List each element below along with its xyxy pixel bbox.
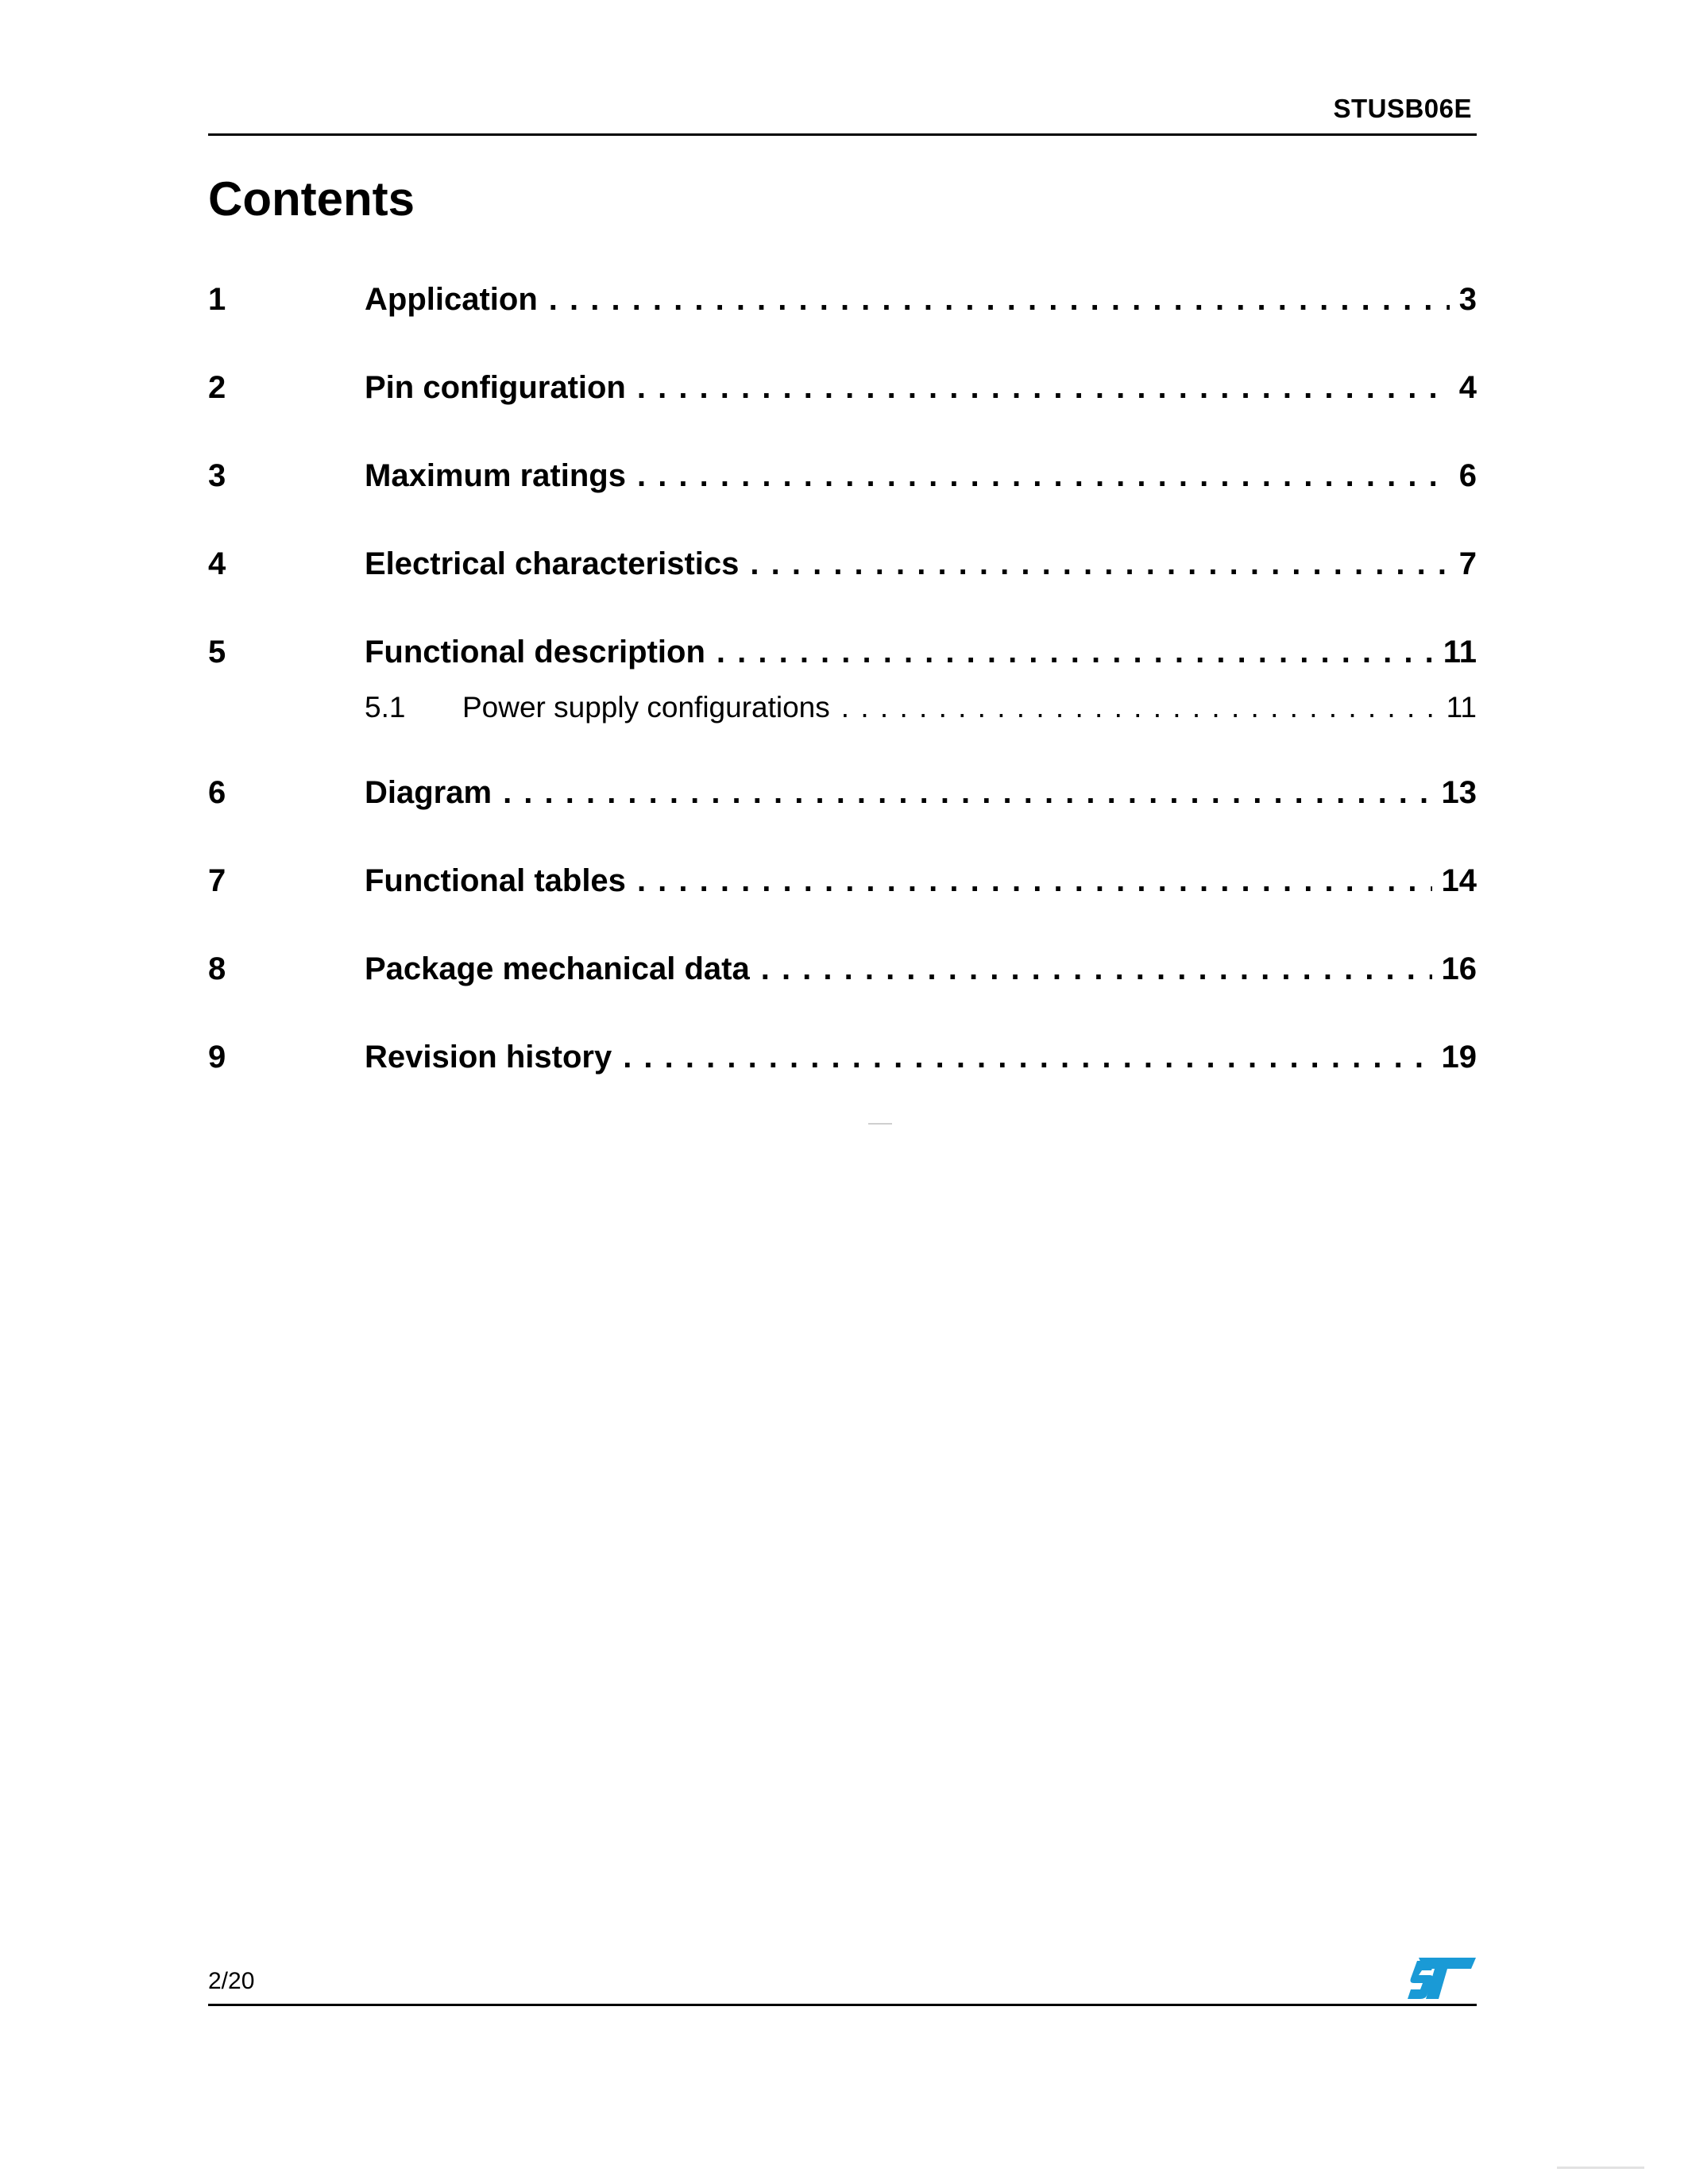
toc-dot-leader: [761, 951, 1432, 987]
toc-dot-leader: [717, 635, 1434, 670]
toc-entry-number: 1: [208, 282, 226, 317]
toc-entry-maximum-ratings[interactable]: [208, 458, 1477, 494]
toc-entry-title: Functional tables: [365, 863, 626, 898]
toc-entry-title: Power supply configurations: [462, 691, 830, 723]
toc-entry-application[interactable]: [208, 282, 1477, 318]
toc-entry-page: 13: [1441, 775, 1477, 810]
toc-entry-title: Electrical characteristics: [365, 546, 740, 581]
toc-entry-number: 2: [208, 370, 226, 405]
toc-entry-page: 6: [1458, 458, 1477, 493]
toc-entry-page: 16: [1441, 951, 1477, 986]
toc-entry-title: Pin configuration: [365, 370, 626, 405]
toc-dot-leader: [623, 1040, 1431, 1075]
toc-dot-leader: [637, 458, 1450, 494]
toc-entry-title: Diagram: [365, 775, 492, 810]
toc-dot-leader: [841, 691, 1437, 724]
toc-entry-title: Package mechanical data: [365, 951, 750, 986]
toc-entry-page: 7: [1458, 546, 1477, 581]
toc-dot-leader: [750, 546, 1449, 582]
toc-entry-electrical-characteristics[interactable]: [208, 546, 1477, 582]
scan-artifact-footnote: [1557, 2167, 1644, 2169]
document-title: STUSB06E: [1333, 94, 1472, 123]
toc-entry-page: 11: [1443, 635, 1477, 669]
scan-artifact-mark: [868, 1123, 892, 1125]
toc-entry-page: 11: [1446, 691, 1477, 723]
toc-entry-title: Functional description: [365, 635, 705, 669]
toc-dot-leader: [549, 282, 1450, 318]
toc-entry-number: 3: [208, 458, 226, 493]
contents-heading: Contents: [208, 172, 415, 226]
toc-entry-page: 4: [1458, 370, 1477, 405]
toc-entry-number: 5.1: [365, 691, 406, 723]
toc-entry-title: Maximum ratings: [365, 458, 626, 493]
toc-entry-page: 14: [1441, 863, 1477, 898]
toc-entry-pin-configuration[interactable]: [208, 370, 1477, 406]
toc-entry-number: 8: [208, 951, 226, 986]
toc-entry-number: 9: [208, 1040, 226, 1075]
toc-dot-leader: [503, 775, 1431, 811]
toc-entry-revision-history[interactable]: [208, 1040, 1477, 1075]
toc-entry-page: 19: [1441, 1040, 1477, 1075]
toc-dot-leader: [637, 863, 1432, 899]
toc-entry-title: Application: [365, 282, 538, 317]
toc-entry-package-mechanical-data[interactable]: [208, 951, 1477, 987]
toc-entry-page: 3: [1458, 282, 1477, 317]
toc-entry-power-supply-configurations[interactable]: [208, 691, 1477, 724]
st-logo-icon: [1408, 1956, 1476, 2001]
toc-entry-number: 6: [208, 775, 226, 810]
header-rule: [208, 133, 1477, 136]
toc-dot-leader: [637, 370, 1450, 406]
toc-entry-number: 5: [208, 635, 226, 669]
toc-entry-functional-description[interactable]: [208, 635, 1477, 670]
toc-entry-title: Revision history: [365, 1040, 612, 1075]
toc-entry-functional-tables[interactable]: [208, 863, 1477, 899]
footer-page-number: 2/20: [208, 1968, 255, 1994]
toc-entry-number: 7: [208, 863, 226, 898]
footer-rule: [208, 2004, 1477, 2006]
toc-entry-diagram[interactable]: [208, 775, 1477, 811]
toc-entry-number: 4: [208, 546, 226, 581]
